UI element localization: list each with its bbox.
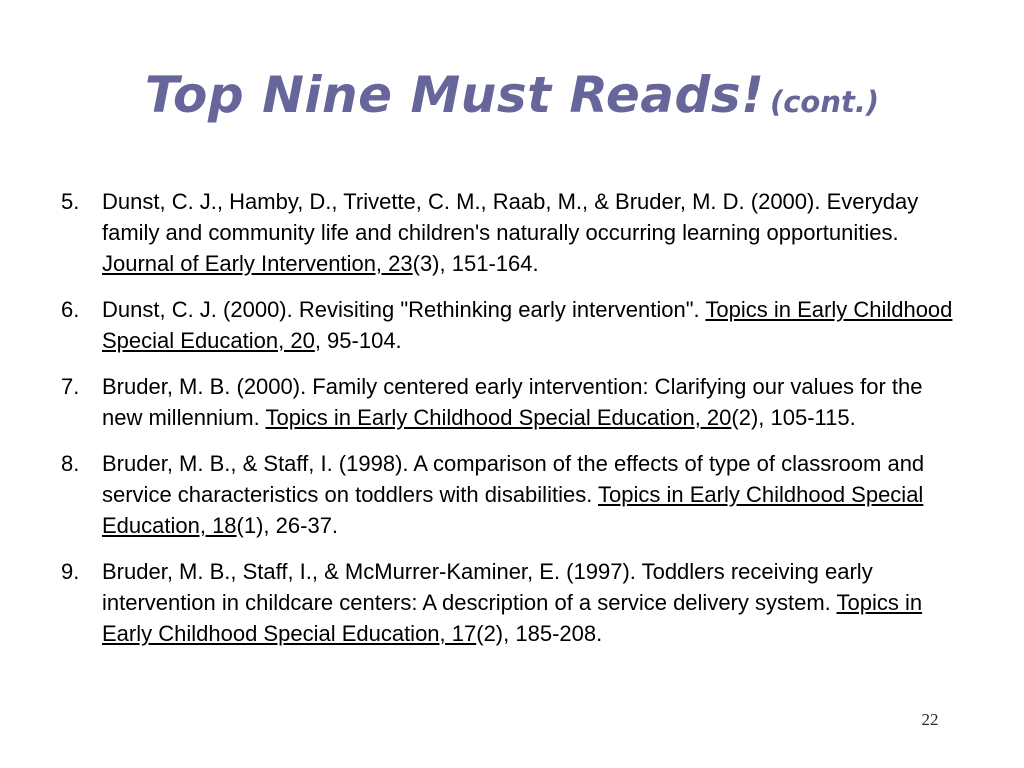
reference-item (0, 556, 962, 649)
reference-item (0, 186, 962, 279)
reference-text: Bruder, M. B., & Staff, I. (1998). A comparison of the effects of type of classroom and service characteristics on toddlers with disabilities. (102, 451, 925, 507)
reference-number: 9. (61, 559, 80, 584)
reference-details: (3), 151-164. (412, 251, 539, 276)
reference-number: 6. (61, 297, 80, 322)
reference-details: (2), 185-208. (476, 621, 603, 646)
reference-text: Bruder, M. B. (2000). Family centered early intervention: Clarifying our values for the new millennium. (102, 374, 923, 430)
slide-title (0, 66, 1024, 124)
reference-journal: Topics in Early Childhood Special Education, 20 (265, 405, 732, 430)
reference-item (0, 294, 962, 356)
reference-journal: Topics in Early Childhood Special Education, 18 (102, 482, 924, 538)
reference-details: , 95-104. (314, 328, 402, 353)
reference-list (0, 186, 1024, 664)
reference-item (0, 371, 962, 433)
reference-item (0, 448, 962, 541)
title-main-text: Top Nine Must Reads! (144, 66, 765, 124)
title-suffix-text: (cont.) (769, 85, 880, 119)
reference-text: Dunst, C. J. (2000). Revisiting "Rethinking early intervention". (102, 297, 706, 322)
reference-text: Dunst, C. J., Hamby, D., Trivette, C. M., Raab, M., & Bruder, M. D. (2000). Everyday family and community life and children's naturally occurring learning opportunities. (102, 189, 919, 245)
reference-text: Bruder, M. B., Staff, I., & McMurrer-Kaminer, E. (1997). Toddlers receiving early intervention in childcare centers: A description of a service delivery system. (102, 559, 873, 615)
reference-journal: Topics in Early Childhood Special Education, 17 (102, 590, 923, 646)
reference-number: 7. (61, 374, 80, 399)
reference-details: (2), 105-115. (731, 405, 856, 430)
reference-number: 5. (61, 189, 80, 214)
reference-details: (1), 26-37. (236, 513, 339, 538)
page-number: 22 (921, 710, 939, 729)
reference-journal: Journal of Early Intervention, 23 (102, 251, 413, 276)
reference-journal: Topics in Early Childhood Special Education, 20 (102, 297, 953, 353)
reference-number: 8. (61, 451, 80, 476)
